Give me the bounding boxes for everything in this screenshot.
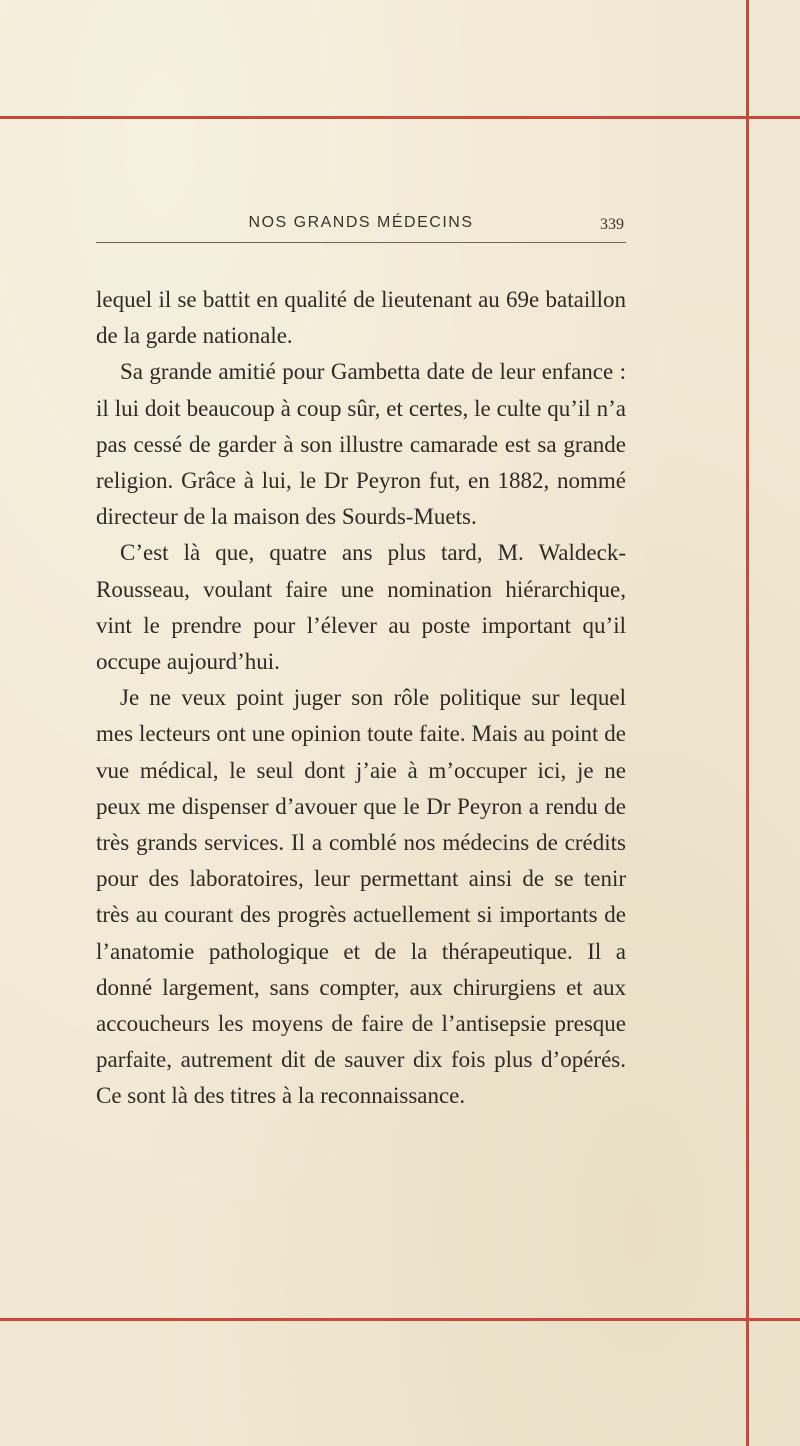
bottom-margin-rule — [0, 1318, 800, 1321]
top-margin-rule — [0, 116, 800, 119]
running-header — [96, 214, 626, 243]
page-number: 339 — [600, 216, 624, 233]
body-text — [96, 282, 626, 1115]
paragraph: Je ne veux point juger son rôle politique sur lequel mes lecteurs ont une opinion toute faite. Mais au point de vue médical, le seul dont j’aie à m’occuper ici, je ne peux me dispenser d’avouer que le Dr Peyron a rendu de très grands services. Il a comblé nos médecins de crédits pour des laboratoires, leur permettant ainsi de se tenir très au courant des progrès actuellement si importants de l’anatomie pathologique et de la thérapeutique. Il a donné largement, sans compter, aux chirurgiens et aux accoucheurs les moyens de faire de l’antisepsie presque parfaite, autrement dit de sauver dix fois plus d’opérés. Ce sont là des titres à la reconnaissance. — [96, 685, 626, 1109]
right-margin-rule — [746, 0, 749, 1446]
paragraph: Sa grande amitié pour Gambetta date de leur enfance : il lui doit beaucoup à coup sûr, et certes, le culte qu’il n’a pas cessé de garder à son illustre camarade est sa grande religion. Grâce à lui, le Dr Peyron fut, en 1882, nommé directeur de la maison des Sourds-Muets. — [96, 359, 626, 530]
paragraph: C’est là que, quatre ans plus tard, M. Waldeck-Rousseau, voulant faire une nomination hiérarchique, vint le prendre pour l’élever au poste important qu’il occupe aujourd’hui. — [96, 540, 626, 675]
running-title: NOS GRANDS MÉDECINS — [248, 214, 474, 231]
paragraph: lequel il se battit en qualité de lieutenant au 69e bataillon de la garde nationale. — [96, 287, 626, 349]
